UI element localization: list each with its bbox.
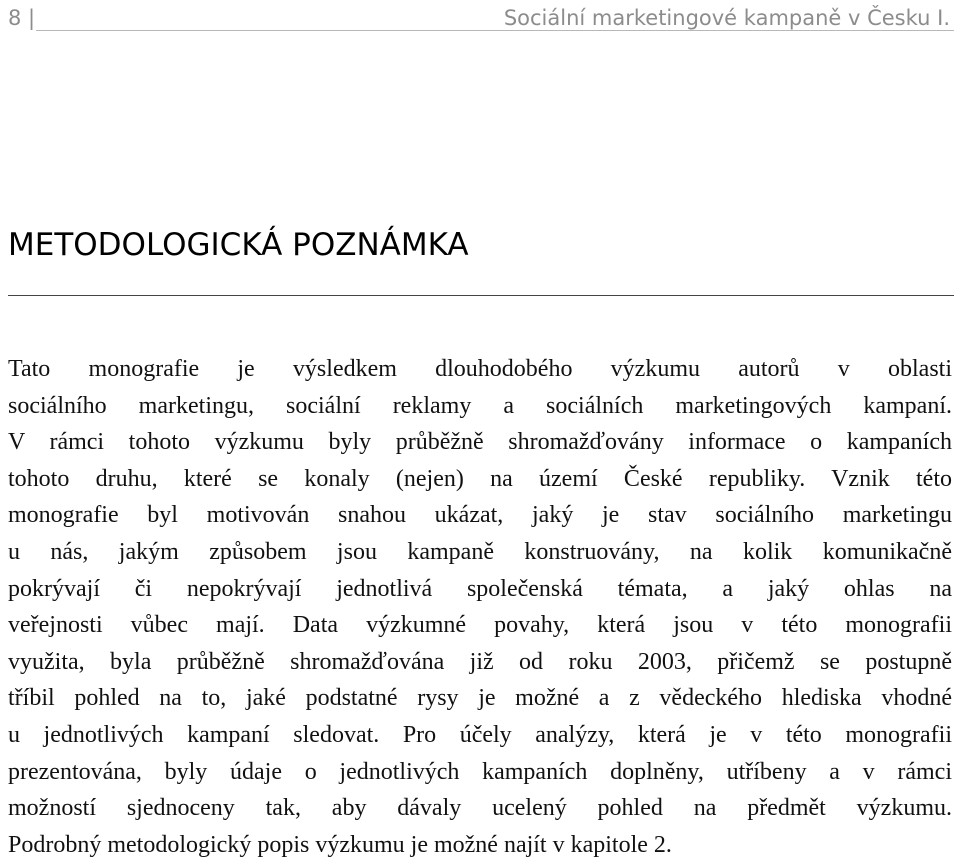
- running-header-title: Sociální marketingové kampaně v Česku I.: [503, 6, 950, 30]
- paragraph-line: možností sjednoceny tak, aby dávaly ucelený pohled na předmět výzkumu.: [8, 795, 952, 822]
- paragraph-line: sociálního marketingu, sociální reklamy a sociálních marketingových kampaní.: [8, 392, 952, 419]
- paragraph-line: využita, byla průběžně shromažďována již od roku 2003, přičemž se postupně: [8, 648, 952, 675]
- paragraph-line: monografie byl motivován snahou ukázat, jaký je stav sociálního marketingu: [8, 502, 952, 529]
- page-number: 8: [8, 6, 22, 30]
- paragraph-line: u nás, jakým způsobem jsou kampaně konstruovány, na kolik komunikačně: [8, 538, 952, 565]
- paragraph-line: prezentována, byly údaje o jednotlivých kampaních doplněny, utříbeny a v rámci: [8, 758, 952, 785]
- section-title-divider: [8, 295, 954, 296]
- section-title: METODOLOGICKÁ POZNÁMKA: [8, 227, 469, 263]
- paragraph-line: pokrývají či nepokrývají jednotlivá společenská témata, a jaký ohlas na: [8, 575, 952, 602]
- paragraph-line: u jednotlivých kampaní sledovat. Pro účely analýzy, která je v této monografii: [8, 721, 952, 748]
- paragraph-line: tohoto druhu, které se konaly (nejen) na území České republiky. Vznik této: [8, 465, 952, 492]
- paragraph-line: Tato monografie je výsledkem dlouhodobého výzkumu autorů v oblasti: [8, 356, 952, 382]
- paragraph-line: tříbil pohled na to, jaké podstatné rysy je možné a z vědeckého hlediska vhodné: [8, 685, 952, 712]
- paragraph-line: veřejnosti vůbec mají. Data výzkumné povahy, která jsou v této monografii: [8, 612, 952, 639]
- body-paragraph: [8, 351, 952, 863]
- paragraph-line: V rámci tohoto výzkumu byly průběžně shromažďovány informace o kampaních: [8, 429, 952, 456]
- paragraph-line: Podrobný metodologický popis výzkumu je možné najít v kapitole 2.: [8, 831, 672, 858]
- running-header: [8, 3, 954, 33]
- header-separator: |: [28, 6, 36, 30]
- header-divider: [36, 30, 954, 31]
